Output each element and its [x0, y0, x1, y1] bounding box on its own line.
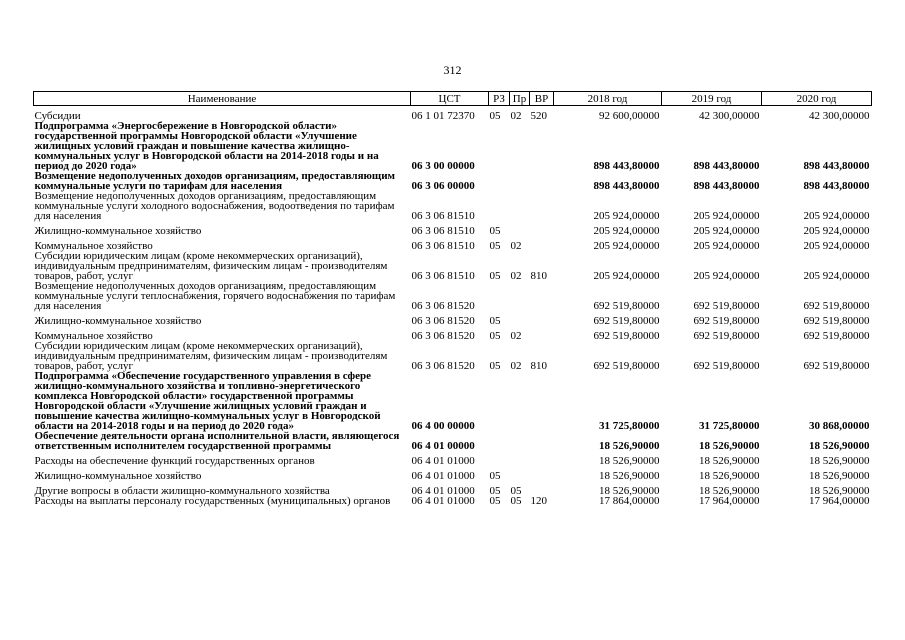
cell-y2018: 898 443,80000	[593, 160, 660, 172]
table-row	[34, 221, 872, 236]
cell-rz	[489, 121, 510, 171]
cell-name: Возмещение недополученных доходов организациям, предоставляющим коммунальные услуги холодного водоснабжения, водоотведения по тарифам для населения	[34, 190, 395, 222]
table-row	[34, 371, 872, 431]
cell-vr	[530, 171, 554, 191]
cell-rz: 05	[489, 110, 501, 122]
table-row	[34, 341, 872, 371]
cell-pr: 02	[510, 360, 522, 372]
cell-y2020: 898 443,80000	[803, 180, 870, 192]
cell-y2019: 18 526,90000	[699, 485, 760, 497]
cell-name: Субсидии юридическим лицам (кроме некоммерческих организаций), индивидуальным предпринимателям, физическим лицам - производителям товаров, работ, услуг	[34, 340, 388, 372]
cell-rz: 05	[489, 330, 501, 342]
cell-y2019: 205 924,00000	[693, 240, 760, 252]
cell-cst: 06 4 01 01000	[411, 470, 475, 482]
cell-cst: 06 3 06 81510	[411, 210, 475, 222]
cell-vr: 810	[530, 270, 547, 282]
cell-pr	[510, 371, 530, 431]
cell-vr	[530, 326, 554, 341]
cell-pr: 05	[510, 495, 522, 507]
cell-y2018: 692 519,80000	[593, 315, 660, 327]
cell-y2019: 31 725,80000	[699, 420, 760, 432]
cell-y2019: 42 300,00000	[699, 110, 760, 122]
cell-name: Субсидии	[34, 110, 81, 122]
cell-vr	[530, 431, 554, 451]
cell-cst: 06 3 00 00000	[411, 160, 475, 172]
cell-y2020: 42 300,00000	[809, 110, 870, 122]
budget-table	[33, 91, 872, 506]
cell-vr	[530, 466, 554, 481]
cell-rz	[489, 191, 510, 221]
cell-name: Жилищно-коммунальное хозяйство	[34, 470, 202, 482]
cell-rz: 05	[489, 225, 501, 237]
cell-y2020: 17 964,00000	[809, 495, 870, 507]
cell-rz	[489, 451, 510, 466]
cell-y2020: 692 519,80000	[803, 315, 870, 327]
cell-y2020: 205 924,00000	[803, 240, 870, 252]
cell-rz	[489, 281, 510, 311]
table-row	[34, 236, 872, 251]
cell-y2019: 692 519,80000	[693, 315, 760, 327]
cell-rz	[489, 171, 510, 191]
cell-y2019: 205 924,00000	[693, 210, 760, 222]
cell-y2020: 205 924,00000	[803, 270, 870, 282]
cell-vr: 520	[530, 110, 547, 122]
cell-vr	[530, 481, 554, 496]
cell-pr	[510, 431, 530, 451]
cell-cst: 06 3 06 81520	[411, 330, 475, 342]
table-row	[34, 106, 872, 122]
cell-y2019: 18 526,90000	[699, 440, 760, 452]
cell-pr	[510, 221, 530, 236]
header-2019: 2019 год	[662, 92, 762, 106]
cell-cst: 06 3 06 00000	[411, 180, 475, 192]
table-row	[34, 191, 872, 221]
table-row	[34, 451, 872, 466]
cell-cst: 06 4 01 01000	[411, 485, 475, 497]
header-rz: РЗ	[489, 92, 510, 106]
table-row	[34, 311, 872, 326]
page-number: 312	[443, 63, 462, 77]
cell-y2020: 692 519,80000	[803, 360, 870, 372]
cell-rz: 05	[489, 315, 501, 327]
cell-cst: 06 4 01 01000	[411, 495, 475, 507]
table-row	[34, 496, 872, 506]
cell-name: Возмещение недополученных доходов организациям, предоставляющим коммунальные услуги по тарифам для населения	[34, 170, 396, 192]
cell-pr: 02	[510, 270, 522, 282]
cell-name: Жилищно-коммунальное хозяйство	[34, 225, 202, 237]
cell-y2019: 205 924,00000	[693, 225, 760, 237]
table-row	[34, 281, 872, 311]
cell-cst: 06 3 06 81510	[411, 225, 475, 237]
cell-vr	[530, 236, 554, 251]
header-2020: 2020 год	[762, 92, 872, 106]
cell-pr	[510, 281, 530, 311]
table-body	[34, 106, 872, 507]
cell-cst: 06 4 00 00000	[411, 420, 475, 432]
cell-y2020: 692 519,80000	[803, 330, 870, 342]
cell-vr	[530, 311, 554, 326]
header-vr: ВР	[530, 92, 554, 106]
cell-rz	[489, 371, 510, 431]
table-row	[34, 121, 872, 171]
cell-cst: 06 3 06 81510	[411, 240, 475, 252]
cell-y2020: 898 443,80000	[803, 160, 870, 172]
cell-cst: 06 3 06 81520	[411, 315, 475, 327]
cell-vr	[530, 121, 554, 171]
cell-name: Коммунальное хозяйство	[34, 240, 153, 252]
header-row	[34, 92, 872, 106]
cell-vr: 810	[530, 360, 547, 372]
cell-name: Возмещение недополученных доходов организациям, предоставляющим коммунальные услуги теплоснабжения, горячего водоснабжения по тарифам для населения	[34, 280, 396, 312]
cell-y2020: 30 868,00000	[809, 420, 870, 432]
cell-y2020: 18 526,90000	[809, 455, 870, 467]
cell-pr	[510, 171, 530, 191]
cell-pr: 02	[510, 240, 522, 252]
header-cst: ЦСТ	[411, 92, 489, 106]
cell-y2018: 205 924,00000	[593, 225, 660, 237]
cell-pr	[510, 451, 530, 466]
cell-y2018: 18 526,90000	[599, 485, 660, 497]
cell-y2020: 18 526,90000	[809, 470, 870, 482]
cell-name: Другие вопросы в области жилищно-коммунального хозяйства	[34, 485, 330, 497]
cell-y2019: 18 526,90000	[699, 455, 760, 467]
cell-rz	[489, 431, 510, 451]
cell-y2019: 692 519,80000	[693, 360, 760, 372]
cell-pr	[510, 191, 530, 221]
cell-rz: 05	[489, 240, 501, 252]
cell-rz: 05	[489, 485, 501, 497]
cell-y2018: 18 526,90000	[599, 440, 660, 452]
cell-y2020: 18 526,90000	[809, 440, 870, 452]
cell-rz: 05	[489, 270, 501, 282]
header-2018: 2018 год	[554, 92, 662, 106]
cell-name: Субсидии юридическим лицам (кроме некоммерческих организаций), индивидуальным предпринимателям, физическим лицам - производителям товаров, работ, услуг	[34, 250, 388, 282]
cell-cst: 06 3 06 81520	[411, 360, 475, 372]
cell-vr	[530, 451, 554, 466]
cell-y2019: 692 519,80000	[693, 330, 760, 342]
cell-pr: 02	[510, 110, 522, 122]
cell-y2019: 898 443,80000	[693, 160, 760, 172]
cell-cst: 06 4 01 00000	[411, 440, 475, 452]
cell-name: Жилищно-коммунальное хозяйство	[34, 315, 202, 327]
cell-vr	[530, 371, 554, 431]
cell-rz: 05	[489, 360, 501, 372]
cell-name: Обеспечение деятельности органа исполнительной власти, являющегося ответственным исполнителем государственной программы	[34, 430, 400, 452]
cell-y2020: 692 519,80000	[803, 300, 870, 312]
header-pr: Пр	[510, 92, 530, 106]
table-row	[34, 431, 872, 451]
cell-vr	[530, 281, 554, 311]
cell-cst: 06 3 06 81510	[411, 270, 475, 282]
cell-y2019: 17 964,00000	[699, 495, 760, 507]
cell-y2019: 692 519,80000	[693, 300, 760, 312]
cell-name: Коммунальное хозяйство	[34, 330, 153, 342]
cell-y2018: 692 519,80000	[593, 300, 660, 312]
table-row	[34, 466, 872, 481]
cell-cst: 06 1 01 72370	[411, 110, 475, 122]
table-row	[34, 481, 872, 496]
cell-y2018: 692 519,80000	[593, 330, 660, 342]
cell-pr	[510, 466, 530, 481]
cell-y2018: 205 924,00000	[593, 270, 660, 282]
cell-pr	[510, 121, 530, 171]
cell-y2019: 898 443,80000	[693, 180, 760, 192]
cell-name: Подпрограмма «Обеспечение государственного управления в сфере жилищно-коммунального хозяйства и топливно-энергетического комплекса Новгородской области» государственной программы Новгородской области «Улучшение жилищных условий граждан и повышение качества жилищно-коммунальных услуг в Новгородской области на 2014-2018 годы и на период до 2020 года»	[34, 370, 381, 432]
cell-cst: 06 4 01 01000	[411, 455, 475, 467]
cell-y2018: 18 526,90000	[599, 455, 660, 467]
header-name: Наименование	[34, 92, 411, 106]
cell-y2020: 205 924,00000	[803, 210, 870, 222]
cell-cst: 06 3 06 81520	[411, 300, 475, 312]
table-row	[34, 251, 872, 281]
cell-vr	[530, 221, 554, 236]
cell-y2019: 18 526,90000	[699, 470, 760, 482]
cell-y2018: 205 924,00000	[593, 210, 660, 222]
table-row	[34, 326, 872, 341]
cell-y2019: 205 924,00000	[693, 270, 760, 282]
table-header	[34, 92, 872, 106]
cell-y2018: 31 725,80000	[599, 420, 660, 432]
cell-rz: 05	[489, 470, 501, 482]
cell-pr: 02	[510, 330, 522, 342]
cell-name: Подпрограмма «Энергосбережение в Новгородской области» государственной программы Новгородской области «Улучшение жилищных условий граждан и повышение качества жилищно-коммунальных услуг в Новгородской области на 2014-2018 годы и на период до 2020 года»	[34, 120, 379, 172]
cell-vr: 120	[530, 495, 547, 507]
cell-y2018: 92 600,00000	[599, 110, 660, 122]
cell-y2018: 898 443,80000	[593, 180, 660, 192]
cell-rz: 05	[489, 495, 501, 507]
cell-y2018: 17 864,00000	[599, 495, 660, 507]
cell-y2020: 205 924,00000	[803, 225, 870, 237]
cell-vr	[530, 191, 554, 221]
cell-pr: 05	[510, 485, 522, 497]
cell-y2018: 692 519,80000	[593, 360, 660, 372]
cell-name: Расходы на обеспечение функций государственных органов	[34, 455, 315, 467]
cell-y2018: 18 526,90000	[599, 470, 660, 482]
cell-name: Расходы на выплаты персоналу государственных (муниципальных) органов	[34, 495, 391, 507]
cell-y2020: 18 526,90000	[809, 485, 870, 497]
cell-pr	[510, 311, 530, 326]
table-row	[34, 171, 872, 191]
cell-y2018: 205 924,00000	[593, 240, 660, 252]
